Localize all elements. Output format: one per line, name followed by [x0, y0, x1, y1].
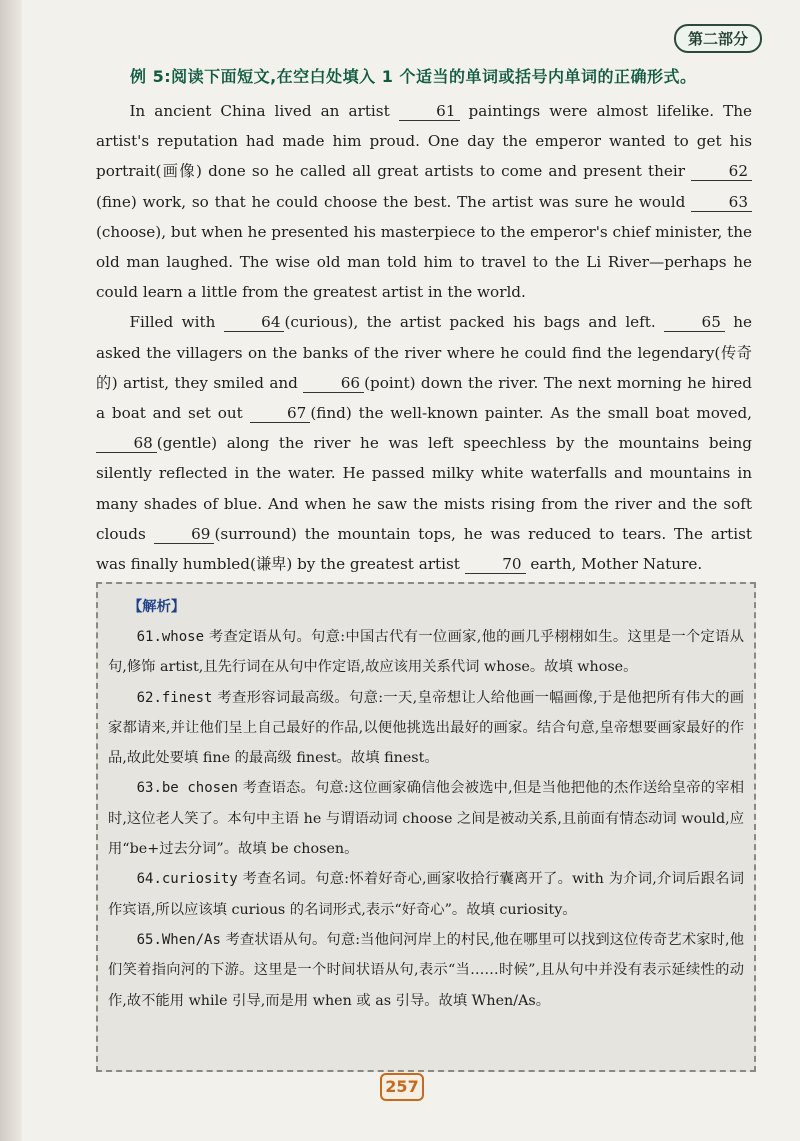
analysis-answer: 63.be chosen	[136, 780, 238, 797]
passage-text: (gentle) along the river he was left speechless by the mountains being silently reflected in the water. He passed milky white waterfalls and mountains in many shades of blue. And when he saw the mists rising from the river and the soft clouds	[96, 434, 752, 543]
page-number: 257	[380, 1073, 424, 1101]
blank-70: 70	[465, 555, 526, 574]
analysis-item	[108, 683, 744, 774]
passage-paragraph-2	[96, 307, 752, 579]
analysis-item	[108, 925, 744, 1016]
analysis-item	[108, 622, 744, 683]
blank-67: 67	[250, 404, 311, 423]
blank-69: 69	[154, 525, 215, 544]
blank-62: 62	[691, 162, 752, 181]
analysis-answer: 61.whose	[136, 629, 205, 645]
analysis-explanation: 考查形容词最高级。句意:一天,皇帝想让人给他画一幅画像,于是他把所有伟大的画家都请来,并让他们呈上自己最好的作品,以便他挑选出最好的画家。结合句意,皇帝想要画家最好的作品,故此处要填 fine 的最高级 finest。故填 finest。	[108, 689, 744, 767]
analysis-answer: 62.finest	[136, 689, 213, 706]
blank-66: 66	[303, 374, 364, 393]
analysis-box	[96, 582, 756, 1072]
passage-paragraph-1	[96, 96, 752, 307]
blank-65: 65	[664, 313, 725, 332]
blank-61: 61	[399, 102, 460, 121]
passage-text: (surround) the mountain tops, he was reduced to tears. The artist was finally humbled(谦卑) by the greatest artist	[96, 524, 753, 574]
analysis-explanation: 考查定语从句。句意:中国古代有一位画家,他的画几乎栩栩如生。这里是一个定语从句,修饰 artist,且先行词在从句中作定语,故应该用关系代词 whose。故填 whose。	[108, 629, 744, 676]
page-binding-edge	[0, 0, 22, 1141]
passage-text: (choose), but when he presented his masterpiece to the emperor's chief minister, the old man laughed. The wise old man told him to travel to the Li River—perhaps he could learn a little from the greatest artist in the world.	[96, 222, 753, 302]
blank-68: 68	[96, 434, 157, 453]
analysis-label: 【解析】	[128, 599, 186, 615]
passage-text: he asked the villagers on the banks of the river where he could find the legendary(传奇的) artist, they smiled and	[96, 313, 752, 392]
analysis-items	[108, 622, 744, 1016]
analysis-answer: 65.When/As	[136, 931, 221, 948]
analysis-answer: 64.curiosity	[136, 871, 238, 888]
passage-text: (curious), the artist packed his bags and left.	[284, 313, 665, 332]
passage-text: earth, Mother Nature.	[525, 555, 703, 574]
passage-text: paintings were almost lifelike. The artist's reputation had made him proud. One day the emperor wanted to get his portrait(画像) done so he called all great artists to come and present their	[96, 102, 752, 181]
analysis-explanation: 考查状语从句。句意:当他问河岸上的村民,他在哪里可以找到这位传奇艺术家时,他们笑着指向河的下游。这里是一个时间状语从句,表示“当……时候”,且从句中并没有表示延续性的动作,故不能用 while 引导,而是用 when 或 as 引导。故填 When/As。	[108, 931, 744, 1009]
passage-text: Filled with	[129, 313, 224, 332]
analysis-item	[108, 864, 744, 925]
passage-text: (fine) work, so that he could choose the best. The artist was sure he would	[96, 192, 692, 211]
passage-text: In ancient China lived an artist	[129, 102, 399, 120]
blank-63: 63	[691, 193, 752, 212]
analysis-item	[108, 773, 744, 864]
section-badge: 第二部分	[674, 24, 762, 53]
analysis-explanation: 考查语态。句意:这位画家确信他会被选中,但是当他把他的杰作送给皇帝的宰相时,这位老人笑了。本句中主语 he 与谓语动词 choose 之间是被动关系,且前面有情态动词 would,应用“be+过去分词”。故填 be chosen。	[108, 780, 744, 858]
exercise-title: 例 5:阅读下面短文,在空白处填入 1 个适当的单词或括号内单词的正确形式。	[130, 67, 697, 86]
passage-text: (find) the well-known painter. As the small boat moved,	[310, 404, 752, 423]
analysis-explanation: 考查名词。句意:怀着好奇心,画家收拾行囊离开了。with 为介词,介词后跟名词作宾语,所以应该填 curious 的名词形式,表示“好奇心”。故填 curiosity。	[108, 871, 744, 918]
passage-text: (point) down the river. The next morning he hired a boat and set out	[96, 373, 752, 423]
blank-64: 64	[224, 313, 285, 332]
reading-passage	[96, 96, 752, 579]
